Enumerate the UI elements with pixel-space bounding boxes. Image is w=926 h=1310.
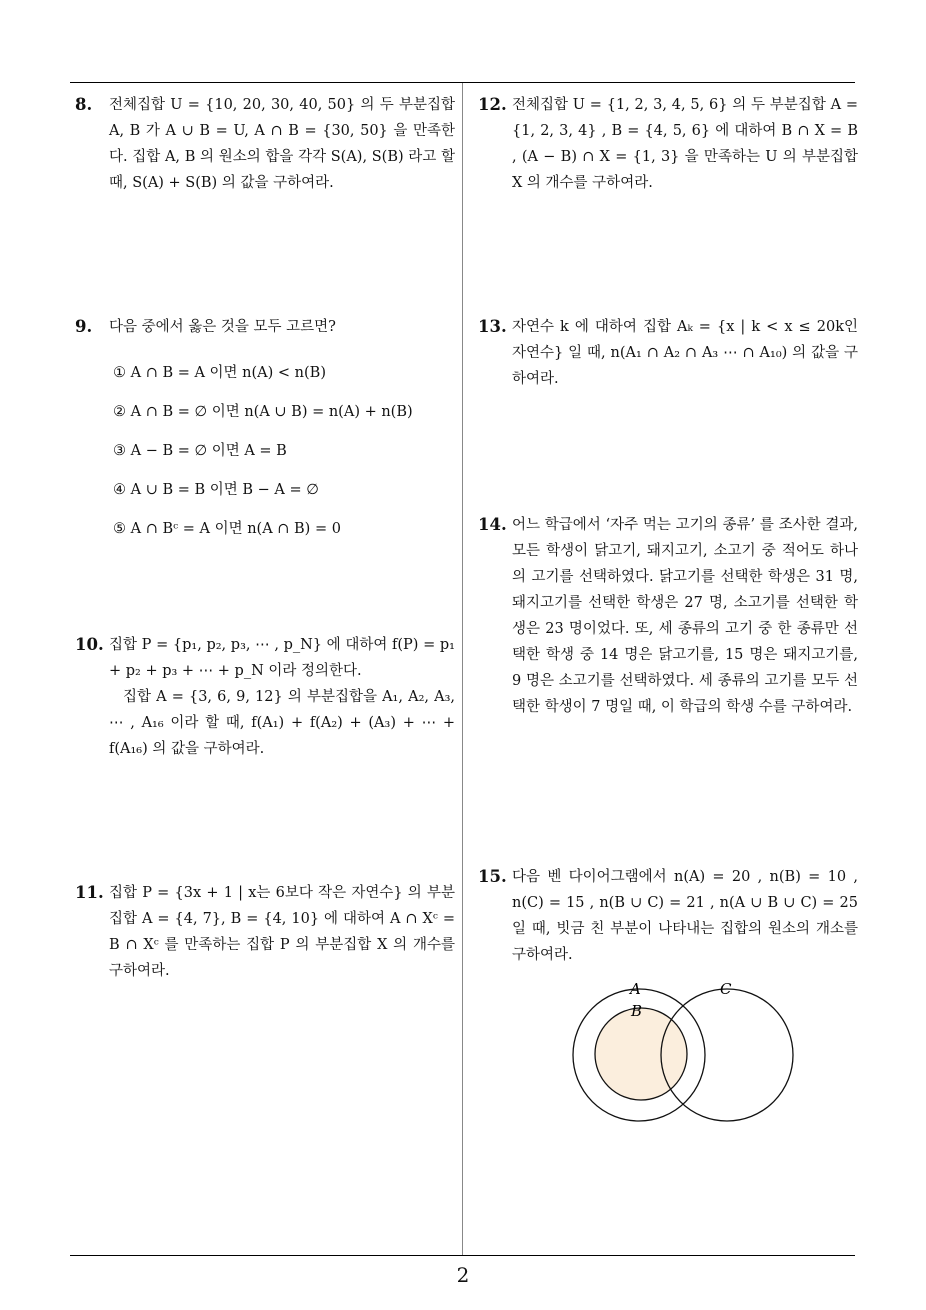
- problem-number: 11.: [75, 883, 104, 902]
- problem-number: 10.: [75, 635, 104, 654]
- set-b-label: B: [631, 1002, 643, 1020]
- problem-13: [478, 314, 858, 392]
- venn-diagram: [560, 978, 810, 1128]
- problem-text: 집합 P = {3x + 1 | x는 6보다 작은 자연수} 의 부분집합 A = {4, 7}, B = {4, 10} 에 대하여 A ∩ Xᶜ = B ∩ Xᶜ 를 만족하는 집합 P 의 부분집합 X 의 개수를 구하여라.: [109, 885, 455, 979]
- problem-11: [75, 880, 455, 984]
- problem-text-2: 집합 A = {3, 6, 9, 12} 의 부분집합을 A₁, A₂, A₃, ⋯ , A₁₆ 이라 할 때, f(A₁) + f(A₂) + (A₃) + ⋯ + f(A₁₆) 의 값을 구하여라.: [109, 689, 455, 757]
- problem-text: 다음 벤 다이어그램에서 n(A) = 20 , n(B) = 10 , n(C) = 15 , n(B ∪ C) = 21 , n(A ∪ B ∪ C) = 25 일 때, 빗금 친 부분이 나타내는 집합의 원소의 개소를 구하여라.: [512, 869, 858, 963]
- problem-number: 8.: [75, 95, 93, 114]
- problem-number: 9.: [75, 317, 93, 336]
- problem-14: [478, 512, 858, 720]
- choice-2[interactable]: ② A ∩ B = ∅ 이면 n(A ∪ B) = n(A) + n(B): [113, 404, 413, 420]
- set-a-label: A: [630, 980, 641, 998]
- problem-12: [478, 92, 858, 196]
- choice-list: [109, 354, 455, 549]
- problem-number: 13.: [478, 317, 507, 336]
- problem-number: 12.: [478, 95, 507, 114]
- set-c-label: C: [720, 980, 732, 998]
- problem-15: [478, 864, 858, 968]
- problem-text: 다음 중에서 옳은 것을 모두 고르면?: [109, 319, 336, 335]
- problem-number: 14.: [478, 515, 507, 534]
- problem-text: 자연수 k 에 대하여 집합 Aₖ = {x | k < x ≤ 20k인 자연수} 일 때, n(A₁ ∩ A₂ ∩ A₃ ⋯ ∩ A₁₀) 의 값을 구하여라.: [512, 319, 858, 387]
- problem-number: 15.: [478, 867, 507, 886]
- column-divider: [462, 83, 463, 1255]
- choice-1[interactable]: ① A ∩ B = A 이면 n(A) < n(B): [113, 365, 326, 381]
- problem-text: 전체집합 U = {1, 2, 3, 4, 5, 6} 의 두 부분집합 A = {1, 2, 3, 4} , B = {4, 5, 6} 에 대하여 B ∩ X = B , (A − B) ∩ X = {1, 3} 을 만족하는 U 의 부분집합 X 의 개수를 구하여라.: [512, 97, 858, 191]
- problem-text: 어느 학급에서 ‘자주 먹는 고기의 종류’ 를 조사한 결과, 모든 학생이 닭고기, 돼지고기, 소고기 중 적어도 하나의 고기를 선택하였다. 닭고기를 선택한 학생은 31 명, 돼지고기를 선택한 학생은 27 명, 소고기를 선택한 학생은 23 명이었다. 또, 세 종류의 고기 중 한 종류만 선택한 학생 중 14 명은 닭고기를, 15 명은 돼지고기를, 9 명은 소고기를 선택하였다. 세 종류의 고기를 모두 선택한 학생이 7 명일 때, 이 학급의 학생 수를 구하여라.: [512, 517, 858, 715]
- choice-4[interactable]: ④ A ∪ B = B 이면 B − A = ∅: [113, 482, 319, 498]
- bottom-rule: [70, 1255, 855, 1256]
- choice-3[interactable]: ③ A − B = ∅ 이면 A = B: [113, 443, 287, 459]
- problem-text-1: 집합 P = {p₁, p₂, p₃, ⋯ , p_N} 에 대하여 f(P) = p₁ + p₂ + p₃ + ⋯ + p_N 이라 정의한다.: [109, 637, 455, 679]
- problem-9: [75, 314, 455, 549]
- choice-5[interactable]: ⑤ A ∩ Bᶜ = A 이면 n(A ∩ B) = 0: [113, 521, 341, 537]
- problem-8: [75, 92, 455, 196]
- page-number: 2: [456, 1263, 470, 1287]
- problem-text: 전체집합 U = {10, 20, 30, 40, 50} 의 두 부분집합 A, B 가 A ∪ B = U, A ∩ B = {30, 50} 을 만족한다. 집합 A, B 의 원소의 합을 각각 S(A), S(B) 라고 할 때, S(A) + S(B) 의 값을 구하여라.: [109, 97, 455, 191]
- problem-10: [75, 632, 455, 762]
